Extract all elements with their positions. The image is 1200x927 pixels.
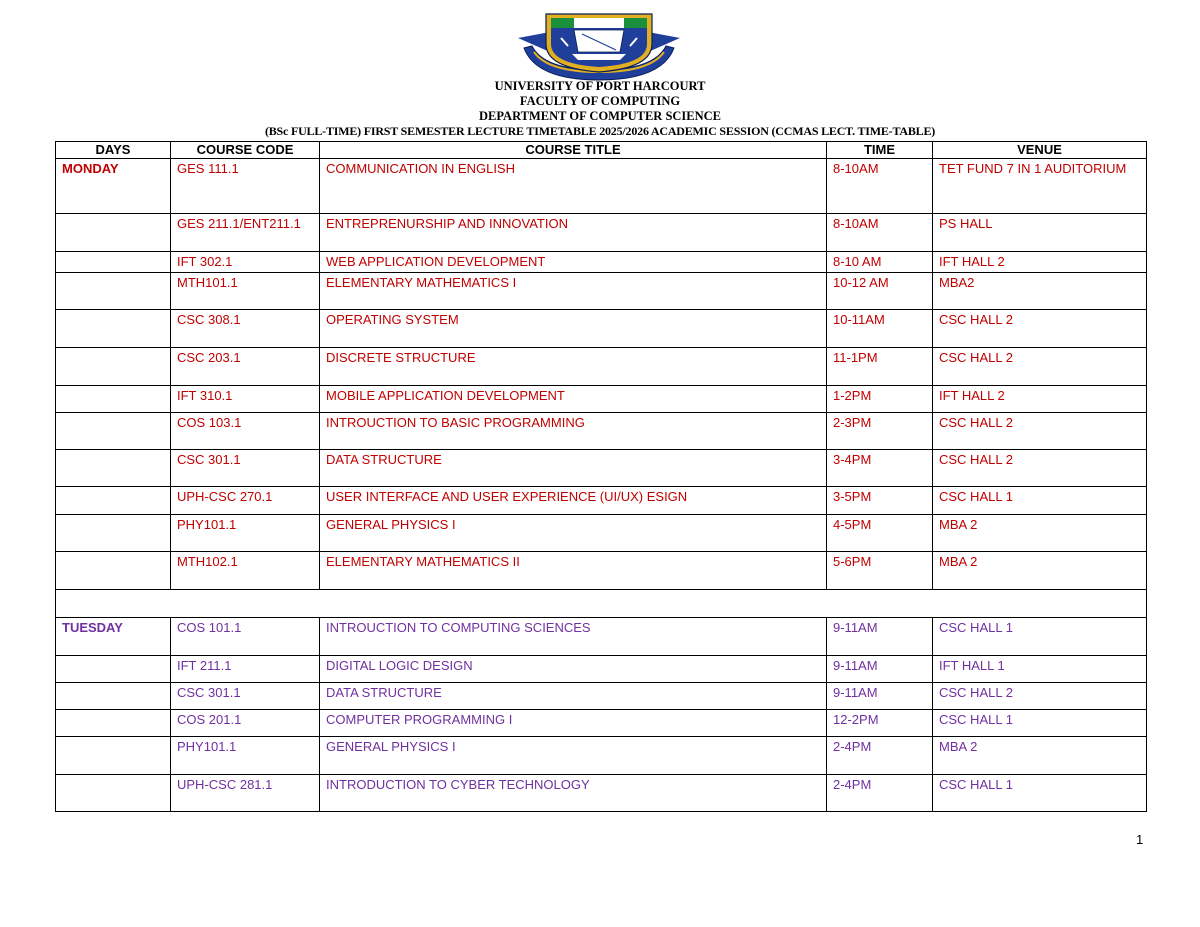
table-row [56,737,1147,775]
course-time: 2-4PM [827,737,933,775]
course-venue: CSC HALL 2 [933,683,1147,710]
table-row [56,487,1147,515]
course-title: MOBILE APPLICATION DEVELOPMENT [320,386,827,413]
course-time: 1-2PM [827,386,933,413]
course-time: 3-5PM [827,487,933,515]
table-row [56,348,1147,386]
department-name: DEPARTMENT OF COMPUTER SCIENCE [478,109,722,123]
course-venue: CSC HALL 2 [933,413,1147,450]
column-header-course-code: COURSE CODE [171,142,320,159]
timetable-title: (BSc FULL-TIME) FIRST SEMESTER LECTURE TIMETABLE 2025/2026 ACADEMIC SESSION (CCMAS LECT. TIME-TABLE) [264,124,936,138]
course-time: 5-6PM [827,552,933,590]
course-venue: MBA 2 [933,737,1147,775]
course-code: COS 101.1 [171,618,320,656]
course-time: 4-5PM [827,515,933,552]
course-code: COS 201.1 [171,710,320,737]
course-code: PHY101.1 [171,737,320,775]
course-title: COMPUTER PROGRAMMING I [320,710,827,737]
course-venue: CSC HALL 2 [933,348,1147,386]
course-venue: IFT HALL 2 [933,386,1147,413]
table-row [56,252,1147,273]
day-cell [56,252,171,273]
table-row [56,552,1147,590]
course-time: 12-2PM [827,710,933,737]
course-title: DATA STRUCTURE [320,683,827,710]
course-venue: MBA 2 [933,552,1147,590]
day-cell [56,775,171,812]
table-row [56,618,1147,656]
course-title: ELEMENTARY MATHEMATICS I [320,273,827,310]
table-row [56,310,1147,348]
course-title: GENERAL PHYSICS I [320,737,827,775]
course-venue: TET FUND 7 IN 1 AUDITORIUM [933,159,1147,214]
course-title: INTROUCTION TO COMPUTING SCIENCES [320,618,827,656]
course-title: WEB APPLICATION DEVELOPMENT [320,252,827,273]
timetable-table [55,141,1147,812]
course-time: 10-11AM [827,310,933,348]
day-cell [56,487,171,515]
table-row [56,159,1147,214]
course-venue: CSC HALL 1 [933,710,1147,737]
course-venue: CSC HALL 2 [933,450,1147,487]
course-venue: CSC HALL 1 [933,775,1147,812]
course-venue: MBA 2 [933,515,1147,552]
university-crest-logo [516,8,682,82]
day-cell [56,683,171,710]
course-time: 8-10AM [827,214,933,252]
course-time: 8-10 AM [827,252,933,273]
course-title: DIGITAL LOGIC DESIGN [320,656,827,683]
course-title: COMMUNICATION IN ENGLISH [320,159,827,214]
course-title: DATA STRUCTURE [320,450,827,487]
course-code: IFT 211.1 [171,656,320,683]
course-time: 2-3PM [827,413,933,450]
course-title: USER INTERFACE AND USER EXPERIENCE (UI/UX) ESIGN [320,487,827,515]
column-header-days: DAYS [56,142,171,159]
day-cell [56,450,171,487]
course-code: COS 103.1 [171,413,320,450]
course-title: GENERAL PHYSICS I [320,515,827,552]
course-time: 8-10AM [827,159,933,214]
faculty-name: FACULTY OF COMPUTING [519,94,681,108]
day-cell [56,310,171,348]
day-cell [56,737,171,775]
course-code: IFT 310.1 [171,386,320,413]
table-row [56,683,1147,710]
course-time: 9-11AM [827,656,933,683]
table-row [56,214,1147,252]
course-title: INTROUCTION TO BASIC PROGRAMMING [320,413,827,450]
table-row [56,273,1147,310]
course-venue: CSC HALL 1 [933,618,1147,656]
course-venue: IFT HALL 2 [933,252,1147,273]
separator-cell [56,590,1147,618]
course-time: 11-1PM [827,348,933,386]
course-title: OPERATING SYSTEM [320,310,827,348]
course-code: UPH-CSC 270.1 [171,487,320,515]
course-code: CSC 301.1 [171,450,320,487]
course-code: MTH101.1 [171,273,320,310]
table-row [56,656,1147,683]
course-venue: MBA2 [933,273,1147,310]
day-cell [56,386,171,413]
day-cell [56,273,171,310]
column-header-course-title: COURSE TITLE [320,142,827,159]
column-header-time: TIME [827,142,933,159]
course-time: 9-11AM [827,683,933,710]
page-number: 1 [1136,832,1144,847]
day-label-tuesday: TUESDAY [56,618,171,656]
course-code: CSC 308.1 [171,310,320,348]
course-title: ELEMENTARY MATHEMATICS II [320,552,827,590]
document-header [0,79,1200,139]
course-code: UPH-CSC 281.1 [171,775,320,812]
day-cell [56,515,171,552]
course-code: CSC 203.1 [171,348,320,386]
course-time: 9-11AM [827,618,933,656]
course-code: MTH102.1 [171,552,320,590]
course-title: ENTREPRENURSHIP AND INNOVATION [320,214,827,252]
table-row [56,515,1147,552]
course-code: GES 111.1 [171,159,320,214]
course-code: PHY101.1 [171,515,320,552]
course-venue: PS HALL [933,214,1147,252]
day-cell [56,710,171,737]
table-row [56,386,1147,413]
table-row [56,710,1147,737]
day-separator-row [56,590,1147,618]
course-title: INTRODUCTION TO CYBER TECHNOLOGY [320,775,827,812]
course-time: 10-12 AM [827,273,933,310]
course-venue: CSC HALL 1 [933,487,1147,515]
course-code: GES 211.1/ENT211.1 [171,214,320,252]
table-row [56,775,1147,812]
course-code: CSC 301.1 [171,683,320,710]
day-cell [56,413,171,450]
table-row [56,413,1147,450]
day-cell [56,656,171,683]
column-header-venue: VENUE [933,142,1147,159]
day-cell [56,348,171,386]
table-row [56,450,1147,487]
course-venue: CSC HALL 2 [933,310,1147,348]
course-title: DISCRETE STRUCTURE [320,348,827,386]
university-name: UNIVERSITY OF PORT HARCOURT [494,79,706,93]
day-cell [56,552,171,590]
table-header-row [56,142,1147,159]
day-cell [56,214,171,252]
day-label-monday: MONDAY [56,159,171,214]
course-venue: IFT HALL 1 [933,656,1147,683]
course-code: IFT 302.1 [171,252,320,273]
course-time: 2-4PM [827,775,933,812]
course-time: 3-4PM [827,450,933,487]
